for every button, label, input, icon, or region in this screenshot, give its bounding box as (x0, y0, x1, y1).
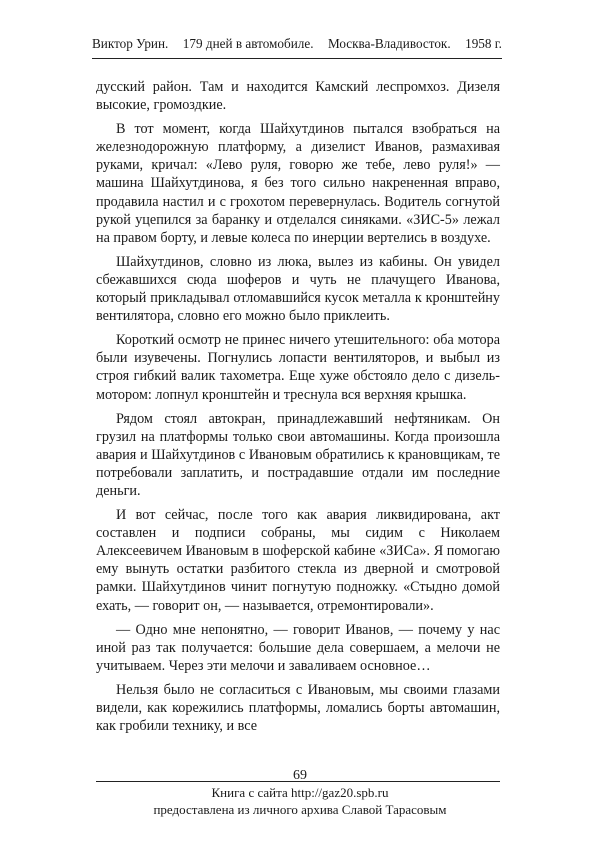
running-header (92, 36, 502, 59)
paragraph: Короткий осмотр не принес ничего утешительного: оба мотора были изувечены. Погнулись лопасти вентиляторов, и выбыл из строя гибкий валик тахометра. Еще хуже обстояло дело с дизель-мотором: лопнул кронштейн и треснула вся верхняя крышка. (96, 332, 500, 403)
header-year: 1958 г. (465, 36, 502, 51)
paragraph: — Одно мне непонятно, — говорит Иванов, — почему у нас иной раз так получается: большие дела совершаем, а мелочи не учитываем. Через эти мелочи и заваливаем основное… (96, 621, 500, 674)
paragraph: Рядом стоял автокран, принадлежавший нефтяникам. Он грузил на платформы только свои автомашины. Когда произошла авария и Шайхутдинов с Ивановым обратились к крановщикам, те потребовали заплатить, и пострадавшие отдали им последние деньги. (96, 410, 500, 499)
header-title: 179 дней в автомобиле. (182, 36, 314, 51)
paragraph: В тот момент, когда Шайхутдинов пытался взобраться на железнодорожную платформу, а дизелист Иванов, размахивая руками, кричал: «Лево руля, говорю же тебе, лево руля!» — машина Шайхутдинова, я без того сильно накрененная вправо, продавила настил и с грохотом перевернулась. Водитель согнутой рукой уцепился за баранку и отделался синяками. «ЗИС-5» лежал на правом борту, и левые колеса по инерции вертелись в воздухе. (96, 121, 500, 246)
paragraph: И вот сейчас, после того как авария ликвидирована, акт составлен и подписи собраны, мы сидим с Николаем Алексеевичем Ивановым в шоферской кабине «ЗИСа». Я помогаю ему вынуть остатки разбитого стекла из дверной и смотровой рамки. Шайхутдинов чинит погнутую подножку. «Стыдно домой ехать, — говорит он, — называется, отремонтировали». (96, 507, 500, 614)
paragraph: Нельзя было не согласиться с Ивановым, мы своими глазами видели, как корежились платформы, ломались борты автомашин, как гробили технику, и все (96, 681, 500, 735)
page-body (96, 78, 500, 741)
page-number: 69 (293, 768, 307, 783)
footer-credit-line: предоставлена из личного архива Славой Тарасовым (153, 802, 447, 817)
paragraph: Шайхутдинов, словно из люка, вылез из кабины. Он увидел сбежавшихся сюда шоферов и чуть не плачущего Иванова, который прикладывал отломавшийся кусок металла к кронштейну вентилятора, словно его можно было приклеить. (96, 253, 500, 325)
header-author: Виктор Урин. (92, 36, 169, 51)
footer (0, 784, 600, 818)
footer-source-line: Книга с сайта http://gaz20.spb.ru (211, 785, 389, 800)
paragraph-continuation: дусский район. Там и находится Камский леспромхоз. Дизеля высокие, громоздкие. (96, 79, 500, 114)
footer-divider (96, 781, 500, 782)
header-route: Москва-Владивосток. (327, 36, 451, 51)
